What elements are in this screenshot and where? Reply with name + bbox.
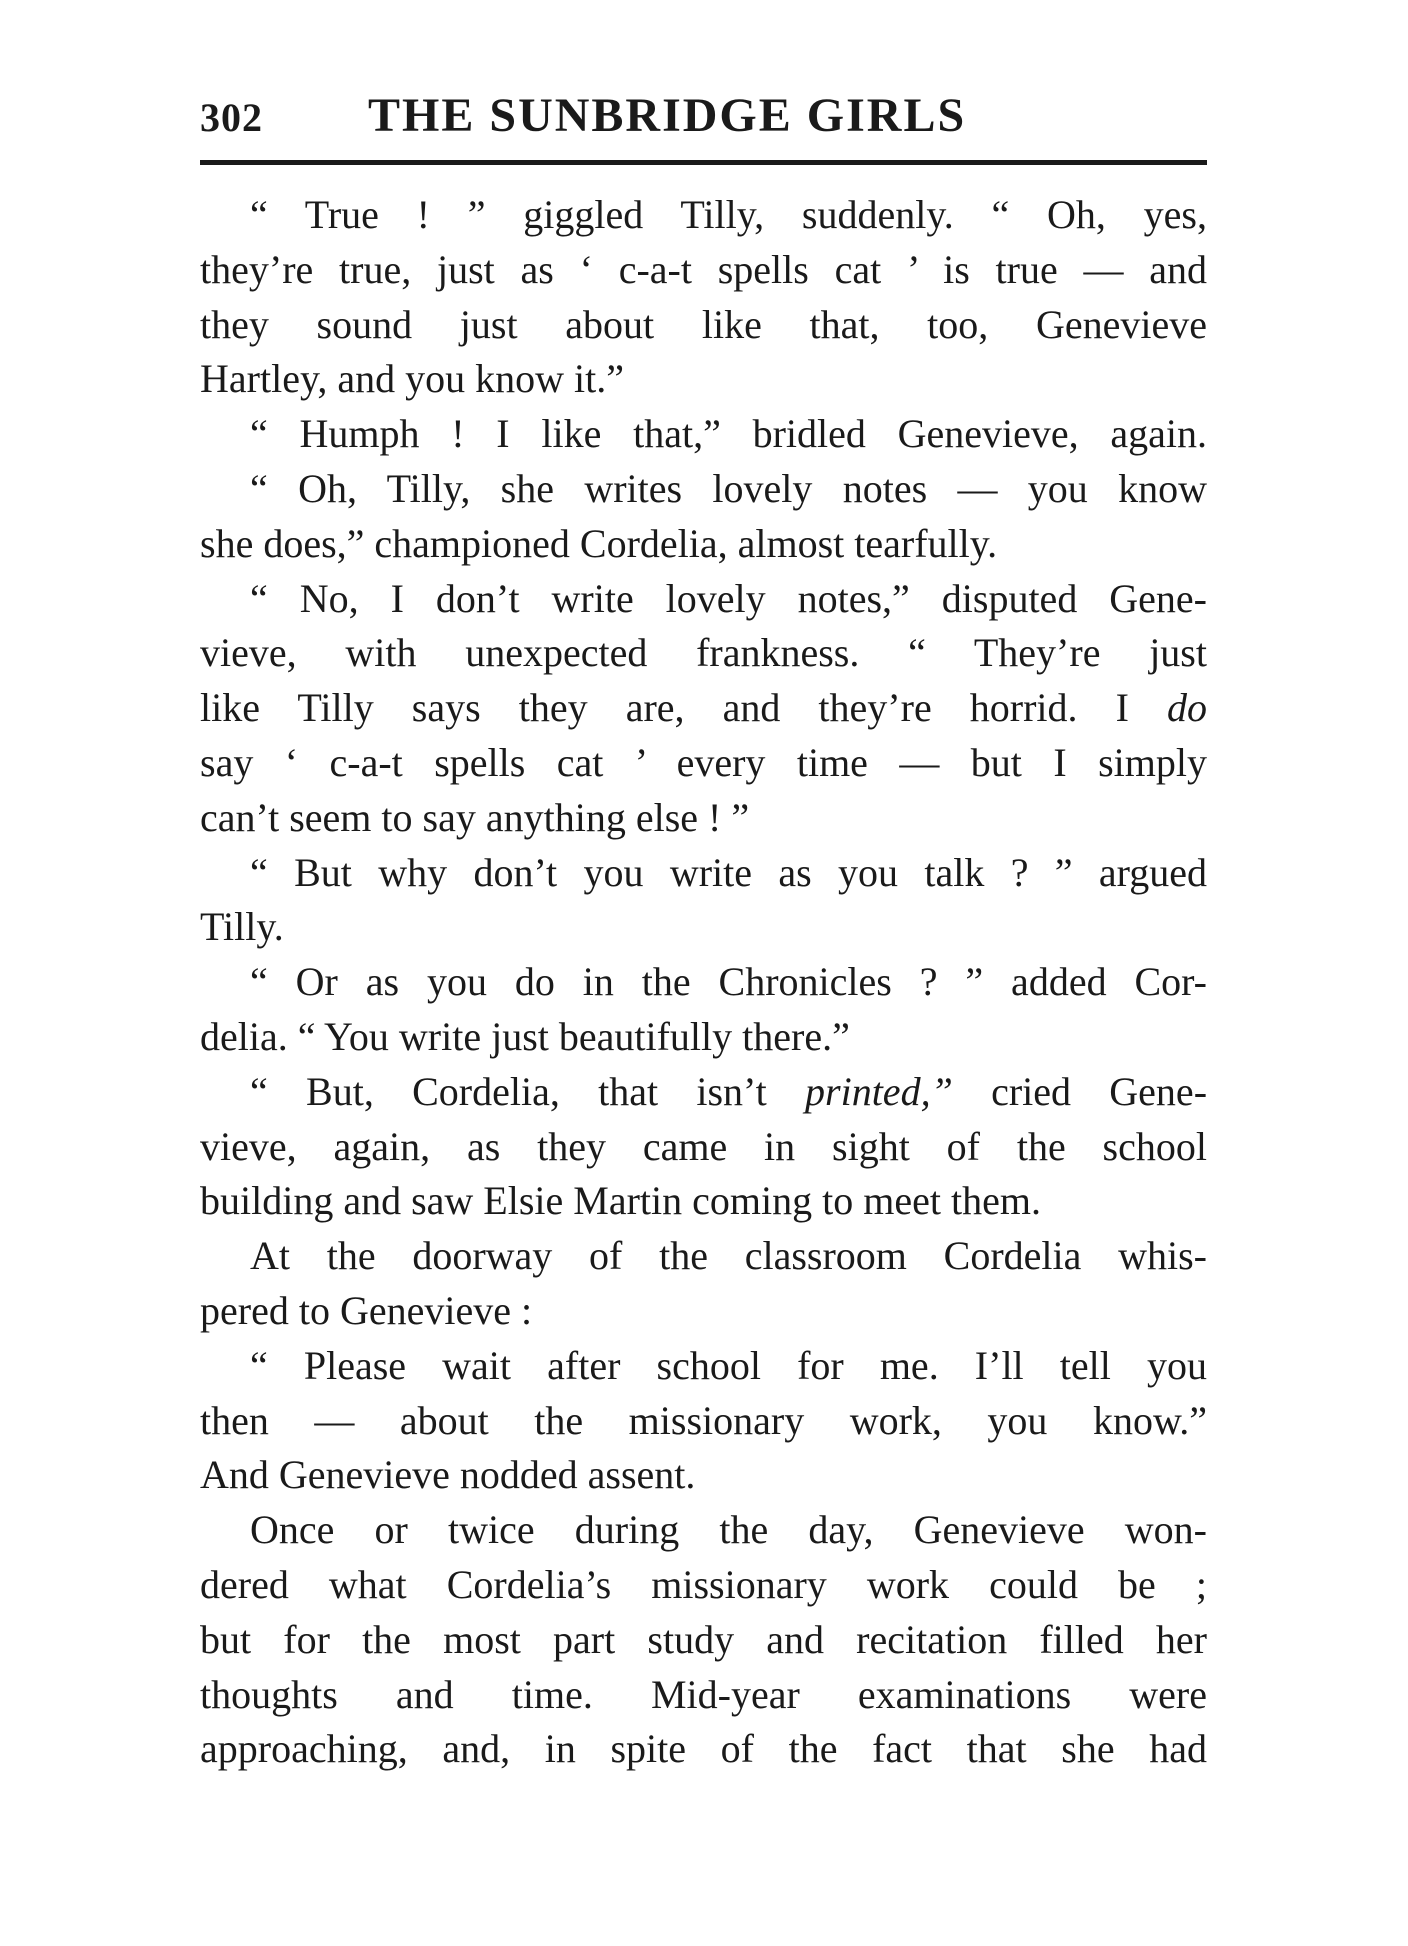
text-line (200, 681, 1207, 736)
text-line-content: vieve, again, as they came in sight of the school (200, 1123, 1207, 1169)
text-line (200, 1284, 1207, 1339)
text-line (200, 791, 1207, 846)
text-line (200, 1558, 1207, 1613)
text-line (200, 1448, 1207, 1503)
text-line (200, 900, 1207, 955)
text-line-content: delia. “ You write just beautifully there.” (200, 1013, 850, 1059)
text-line-content: Hartley, and you know it.” (200, 356, 624, 402)
text-line-content: “ Humph ! I like that,” bridled Genevieve, again. (250, 411, 1207, 457)
text-line (200, 517, 1207, 572)
text-line (200, 462, 1207, 517)
text-line-content: say ‘ c-a-t spells cat ’ every time — but I simply (200, 739, 1207, 785)
text-line (200, 298, 1207, 353)
text-line (200, 572, 1207, 627)
text-line (200, 243, 1207, 298)
text-line-content: thoughts and time. Mid-year examinations were (200, 1671, 1207, 1717)
text-line-content: building and saw Elsie Martin coming to meet them. (200, 1178, 1041, 1224)
text-line-content: And Genevieve nodded assent. (200, 1452, 696, 1498)
text-line (200, 1010, 1207, 1065)
text-line-content: like Tilly says they are, and they’re horrid. I (200, 685, 1167, 731)
text-line-content: “ Or as you do in the Chronicles ? ” added Cor- (250, 959, 1207, 1005)
page-header (200, 88, 1207, 148)
text-line-content: they’re true, just as ‘ c-a-t spells cat ’ is true — and (200, 246, 1207, 292)
text-line-content: “ Oh, Tilly, she writes lovely notes — you know (250, 465, 1207, 511)
text-line-content: At the doorway of the classroom Cordelia whis- (250, 1233, 1207, 1279)
text-line (200, 626, 1207, 681)
text-line-tail: cried Gene- (952, 1068, 1208, 1114)
text-line (200, 736, 1207, 791)
text-line-content: Tilly. (200, 904, 284, 950)
text-line-content: can’t seem to say anything else ! ” (200, 794, 750, 840)
text-line (200, 1668, 1207, 1723)
text-line-content: she does,” championed Cordelia, almost tearfully. (200, 520, 998, 566)
body-text (200, 188, 1207, 1777)
text-line (200, 352, 1207, 407)
text-line (200, 955, 1207, 1010)
running-title: THE SUNBRIDGE GIRLS (368, 89, 967, 142)
text-line (200, 846, 1207, 901)
text-line-content: then — about the missionary work, you know.” (200, 1397, 1207, 1443)
text-line (200, 1339, 1207, 1394)
text-line (200, 1065, 1207, 1120)
text-line-content: “ Please wait after school for me. I’ll tell you (250, 1342, 1207, 1388)
text-line (200, 1120, 1207, 1175)
text-line (200, 1722, 1207, 1777)
text-line-content: vieve, with unexpected frankness. “ They’re just (200, 630, 1207, 676)
text-line-content: “ True ! ” giggled Tilly, suddenly. “ Oh, yes, (250, 192, 1207, 237)
header-rule (200, 160, 1207, 165)
italic-emphasis: printed,” (805, 1068, 953, 1114)
text-line-content: pered to Genevieve : (200, 1287, 533, 1333)
text-line-content: they sound just about like that, too, Genevieve (200, 301, 1207, 347)
text-line-content: dered what Cordelia’s missionary work could be ; (200, 1561, 1207, 1607)
text-line (200, 1174, 1207, 1229)
text-line-content: but for the most part study and recitation filled her (200, 1616, 1207, 1662)
text-line-content: “ But why don’t you write as you talk ? ” argued (250, 849, 1207, 895)
text-line (200, 1503, 1207, 1558)
page-number: 302 (200, 95, 263, 140)
text-line-content: “ No, I don’t write lovely notes,” disputed Gene- (250, 575, 1207, 621)
text-line (200, 188, 1207, 243)
text-line-content: approaching, and, in spite of the fact that she had (200, 1726, 1207, 1772)
text-line-content: “ But, Cordelia, that isn’t (250, 1068, 806, 1114)
text-line (200, 407, 1207, 462)
text-line (200, 1613, 1207, 1668)
italic-emphasis: do (1167, 685, 1207, 731)
text-line (200, 1229, 1207, 1284)
text-line-content: Once or twice during the day, Genevieve won- (250, 1507, 1207, 1553)
text-line (200, 1394, 1207, 1449)
